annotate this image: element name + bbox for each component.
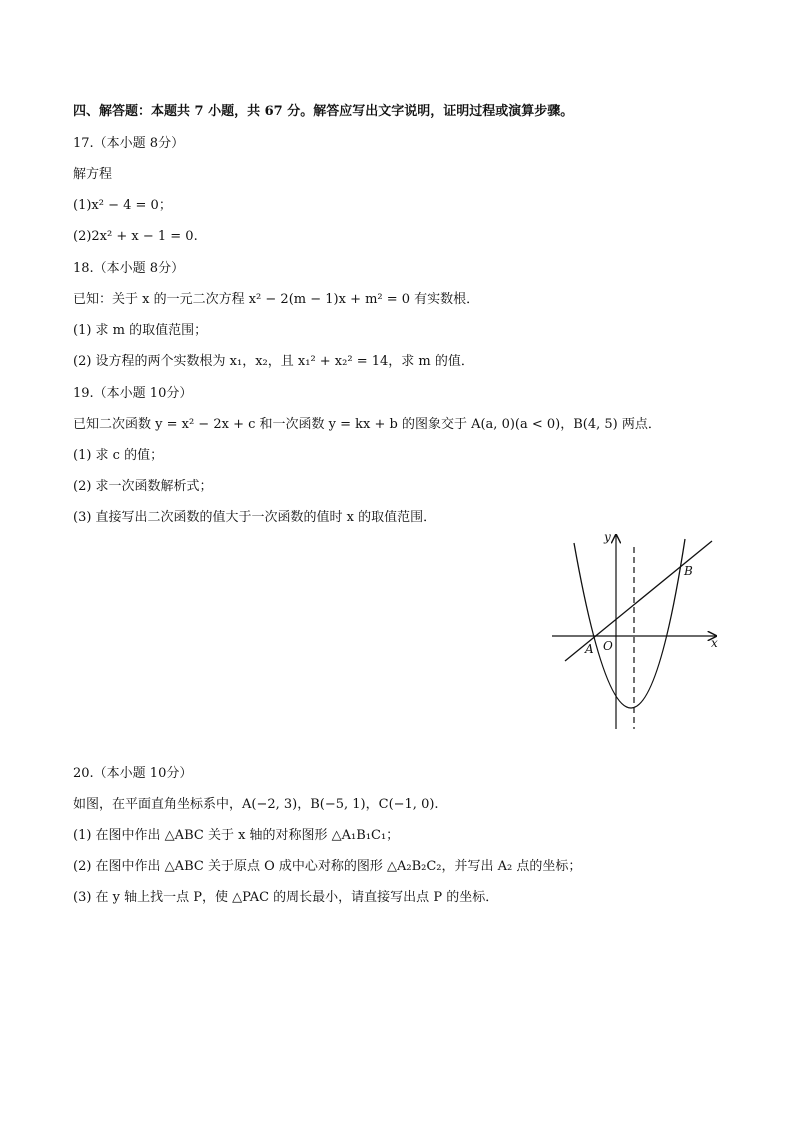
q20-heading: 20.（本小题 10分）	[73, 766, 193, 781]
q19-figure	[540, 525, 730, 735]
q18-stem: 已知：关于 x 的一元二次方程 x² − 2(m − 1)x + m² = 0 有实数根．	[73, 292, 480, 307]
q18-part1: (1) 求 m 的取值范围；	[73, 323, 208, 338]
label-y: y	[604, 530, 611, 544]
q20-stem: 如图，在平面直角坐标系中，A(−2, 3)，B(−5, 1)，C(−1, 0).	[73, 797, 439, 812]
q17-part1: (1)x² − 4 = 0；	[73, 198, 172, 213]
q18-heading: 18.（本小题 8分）	[73, 261, 185, 276]
q18-part2: (2) 设方程的两个实数根为 x₁，x₂，且 x₁² + x₂² = 14，求 m 的值．	[73, 354, 474, 369]
section-header: 四、解答题：本题共 7 小题，共 67 分。解答应写出文字说明，证明过程或演算步骤。	[73, 104, 574, 119]
q20-part3: (3) 在 y 轴上找一点 P，使 △PAC 的周长最小，请直接写出点 P 的坐标．	[73, 890, 499, 905]
q19-part2: (2) 求一次函数解析式；	[73, 479, 213, 494]
label-O: O	[603, 639, 613, 653]
q19-heading: 19.（本小题 10分）	[73, 386, 193, 401]
q19-stem: 已知二次函数 y = x² − 2x + c 和一次函数 y = kx + b 的图象交于 A(a, 0)(a < 0)，B(4, 5) 两点．	[73, 417, 661, 432]
q20-part2: (2) 在图中作出 △ABC 关于原点 O 成中心对称的图形 △A₂B₂C₂，并写出 A₂ 点的坐标；	[73, 859, 582, 874]
label-x: x	[711, 636, 718, 650]
parabola-curve	[574, 539, 685, 708]
label-A: A	[585, 642, 594, 656]
q17-heading: 17.（本小题 8分）	[73, 136, 185, 151]
q19-part1: (1) 求 c 的值；	[73, 448, 164, 463]
q19-part3: (3) 直接写出二次函数的值大于一次函数的值时 x 的取值范围．	[73, 510, 437, 525]
q17-part2: (2)2x² + x − 1 = 0.	[73, 229, 198, 244]
q20-part1: (1) 在图中作出 △ABC 关于 x 轴的对称图形 △A₁B₁C₁；	[73, 828, 400, 843]
q17-prompt: 解方程	[73, 167, 113, 182]
label-B: B	[684, 564, 693, 578]
